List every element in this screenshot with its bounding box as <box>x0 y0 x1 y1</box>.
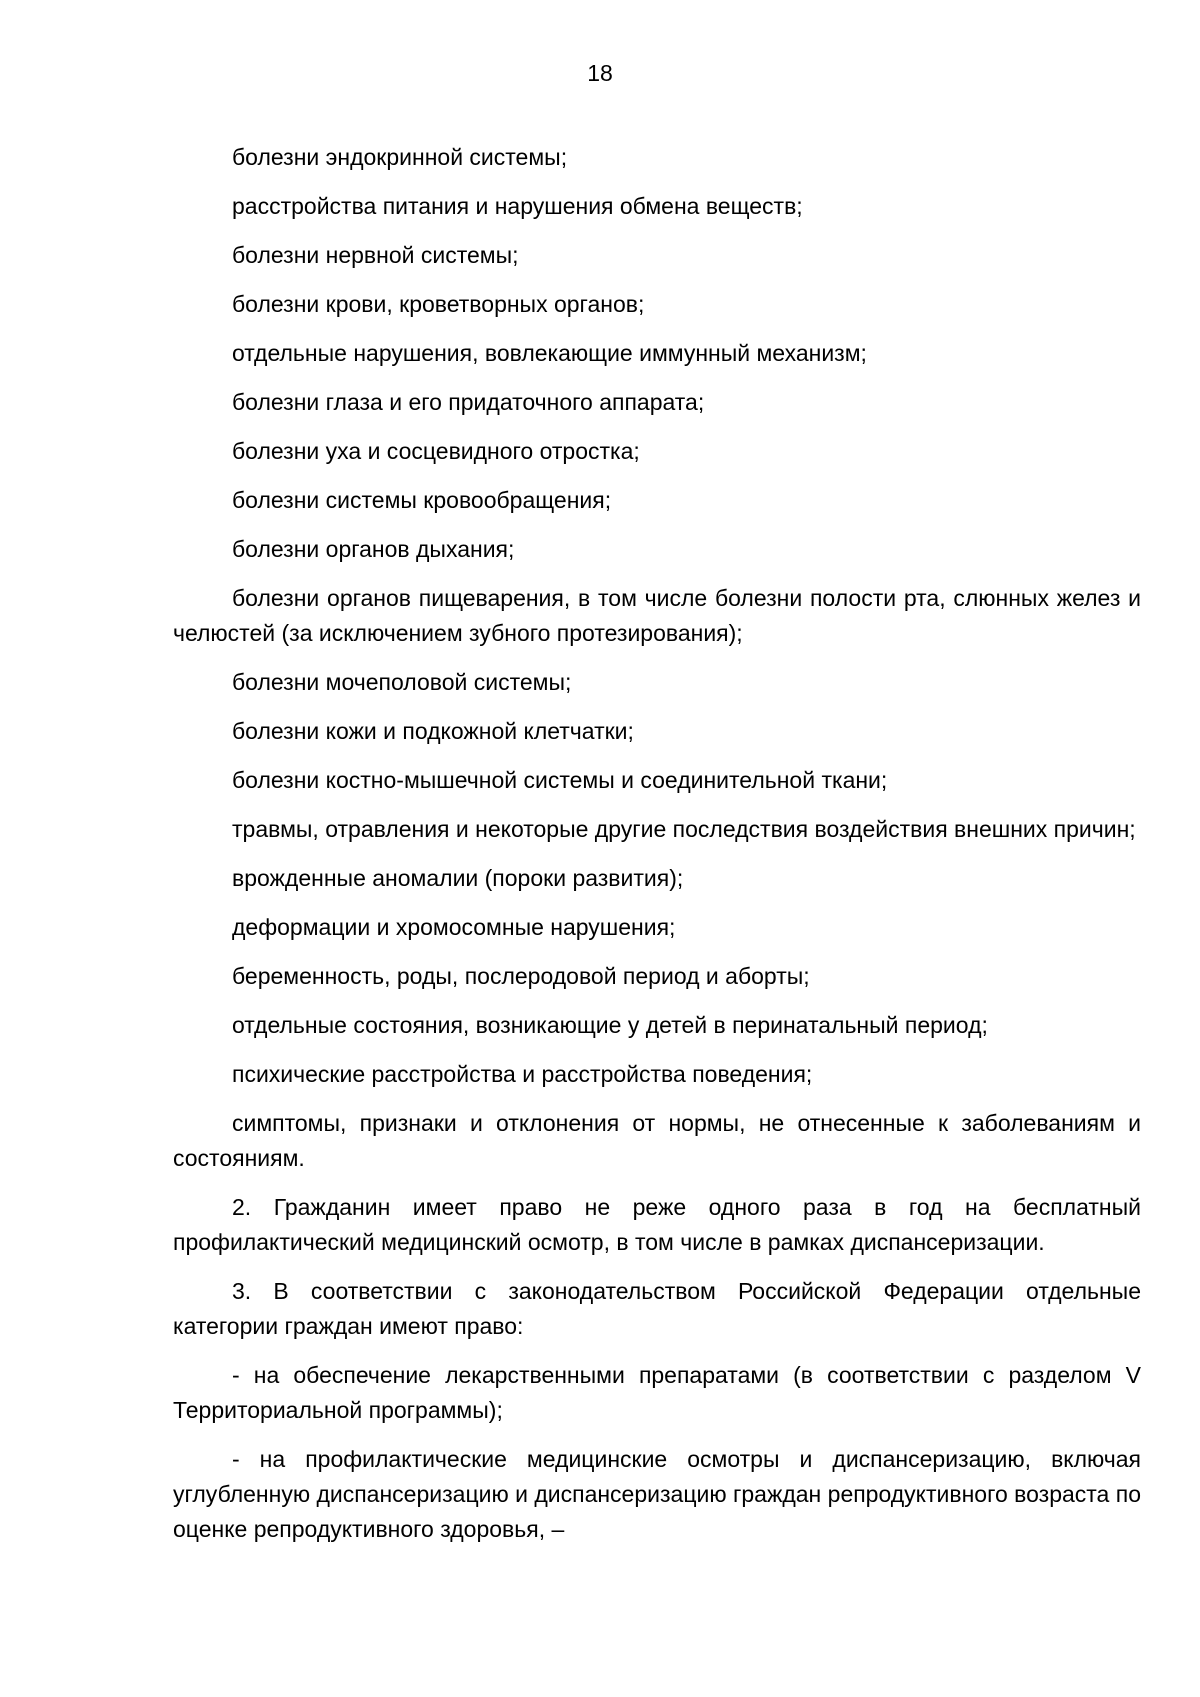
list-item: отдельные нарушения, вовлекающие иммунный механизм; <box>232 340 867 366</box>
list-item: отдельные состояния, возникающие у детей в перинатальный период; <box>232 1012 988 1038</box>
page-number: 18 <box>587 60 613 86</box>
list-item: болезни уха и сосцевидного отростка; <box>232 438 640 464</box>
list-item: болезни нервной системы; <box>232 242 519 268</box>
list-item: болезни кожи и подкожной клетчатки; <box>232 718 634 744</box>
list-item: болезни эндокринной системы; <box>232 144 568 170</box>
list-item: болезни костно-мышечной системы и соединительной ткани; <box>232 767 888 793</box>
paragraph-3-item-medicines: - на обеспечение лекарственными препаратами (в соответствии с разделом V Территориальной программы); <box>173 1362 1141 1423</box>
list-item: болезни глаза и его придаточного аппарата; <box>232 389 705 415</box>
list-item: болезни системы кровообращения; <box>232 487 612 513</box>
list-item: беременность, роды, послеродовой период и аборты; <box>232 963 810 989</box>
list-item: болезни мочеполовой системы; <box>232 669 572 695</box>
list-item: болезни органов дыхания; <box>232 536 515 562</box>
list-item: расстройства питания и нарушения обмена веществ; <box>232 193 803 219</box>
list-item: врожденные аномалии (пороки развития); <box>232 865 684 891</box>
document-body <box>173 140 1141 1561</box>
list-item: психические расстройства и расстройства поведения; <box>232 1061 813 1087</box>
list-item: болезни органов пищеварения, в том числе болезни полости рта, слюнных желез и челюстей (за исключением зубного протезирования); <box>173 585 1141 646</box>
list-item: деформации и хромосомные нарушения; <box>232 914 676 940</box>
list-item: симптомы, признаки и отклонения от нормы, не отнесенные к заболеваниям и состояниям. <box>173 1110 1141 1171</box>
list-item: болезни крови, кроветворных органов; <box>232 291 645 317</box>
paragraph-3-item-checkups: - на профилактические медицинские осмотры и диспансеризацию, включая углубленную диспансеризацию и диспансеризацию граждан репродуктивного возраста по оценке репродуктивного здоровья, – <box>173 1446 1141 1542</box>
paragraph-2: 2. Гражданин имеет право не реже одного раза в год на бесплатный профилактический медицинский осмотр, в том числе в рамках диспансеризации. <box>173 1194 1141 1255</box>
paragraph-3: 3. В соответствии с законодательством Российской Федерации отдельные категории граждан имеют право: <box>173 1278 1141 1339</box>
list-item: травмы, отравления и некоторые другие последствия воздействия внешних причин; <box>232 816 1136 842</box>
